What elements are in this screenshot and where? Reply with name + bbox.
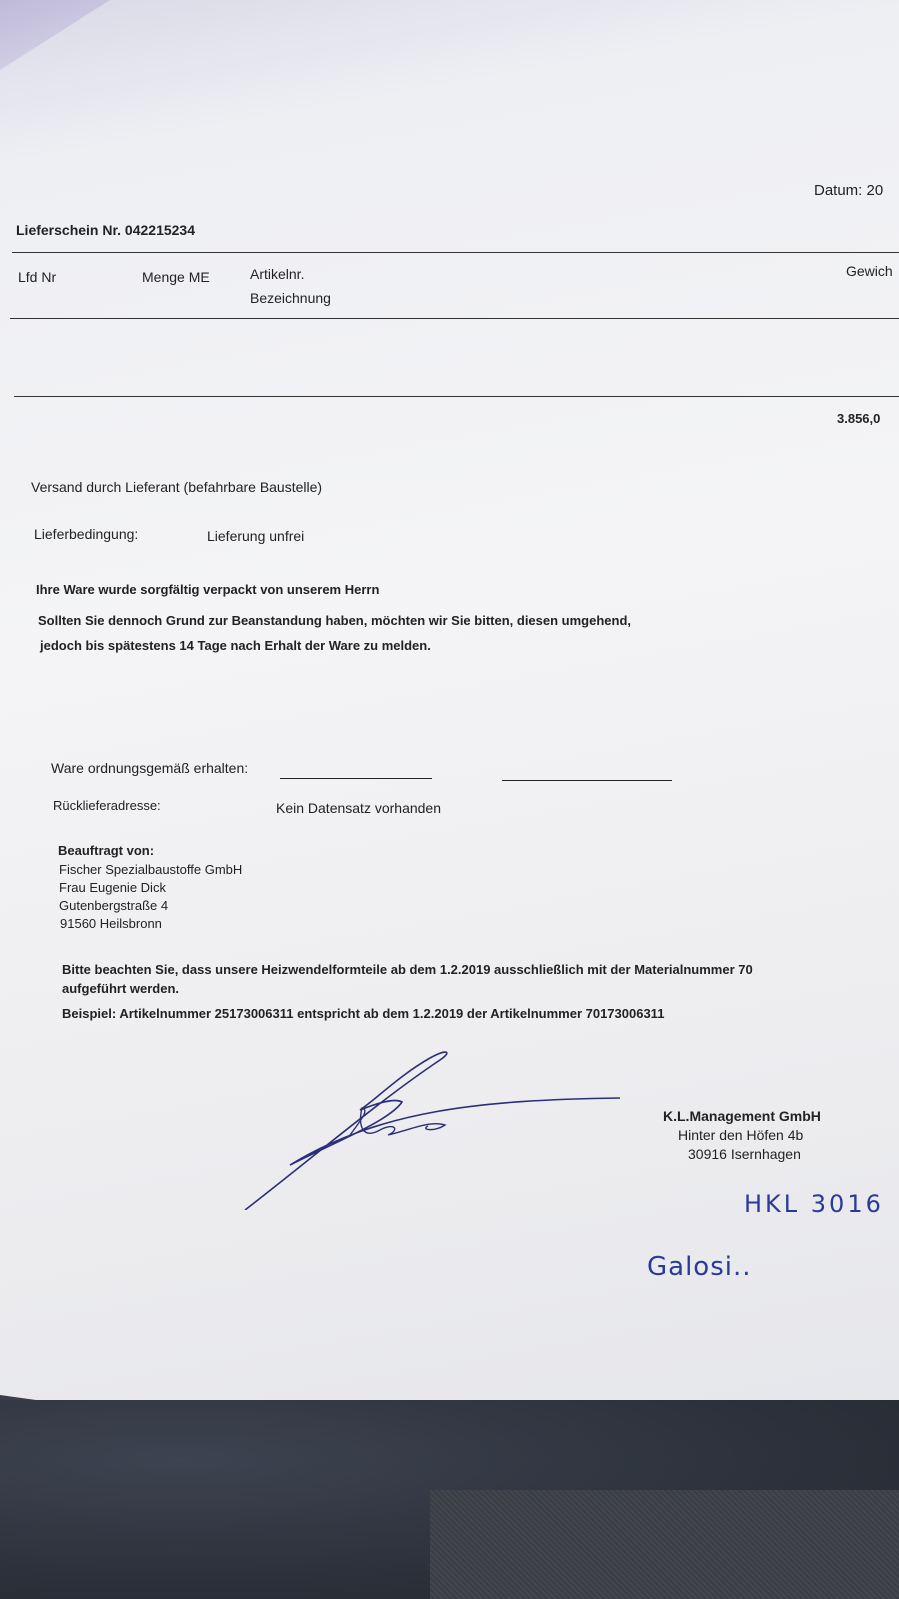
background-fabric-textured (430, 1490, 899, 1599)
notice-line-2: Sollten Sie dennoch Grund zur Beanstandung haben, möchten wir Sie bitten, diesen umgehend, (38, 613, 632, 628)
signature-line-2 (502, 780, 672, 781)
ware-erhalten-label: Ware ordnungsgemäß erhalten: (51, 760, 249, 776)
divider-top (12, 252, 899, 253)
signature-scribble (230, 1050, 630, 1210)
notice-line-3: jedoch bis spätestens 14 Tage nach Erhalt der Ware zu melden. (40, 638, 431, 653)
sender-street: Hinter den Höfen 4b (678, 1127, 804, 1143)
versand-text: Versand durch Lieferant (befahrbare Baustelle) (31, 479, 323, 495)
beauftragt-label: Beauftragt von: (58, 843, 155, 858)
beauftragt-company: Fischer Spezialbaustoffe GmbH (59, 862, 243, 877)
datum-label: Datum: 20 (814, 182, 884, 199)
handwritten-note-1: HKL 3016 (744, 1190, 884, 1218)
handwritten-note-2: Galosi.. (647, 1252, 752, 1282)
total-weight: 3.856,0 (837, 411, 881, 426)
beauftragt-city: 91560 Heilsbronn (60, 916, 162, 931)
column-menge: Menge ME (142, 269, 210, 285)
ruecklieferadresse-value: Kein Datensatz vorhanden (276, 800, 441, 816)
beauftragt-street: Gutenbergstraße 4 (59, 898, 169, 913)
sender-city: 30916 Isernhagen (688, 1146, 801, 1162)
sender-company: K.L.Management GmbH (663, 1108, 821, 1124)
lieferschein-number: Lieferschein Nr. 042215234 (16, 222, 196, 238)
lieferbedingung-value: Lieferung unfrei (207, 528, 305, 544)
ruecklieferadresse-label: Rücklieferadresse: (53, 798, 161, 813)
divider-body (14, 396, 899, 397)
divider-header (10, 318, 899, 319)
column-bezeichnung: Bezeichnung (250, 290, 331, 306)
column-gewicht: Gewich (846, 263, 893, 279)
lieferbedingung-label: Lieferbedingung: (34, 526, 139, 542)
signature-line-1 (280, 778, 432, 779)
hint-line-1: Bitte beachten Sie, dass unsere Heizwendelformteile ab dem 1.2.2019 ausschließlich mit der Materialnummer 70 (62, 962, 753, 977)
hint-line-2: aufgeführt werden. (62, 981, 180, 996)
notice-line-1: Ihre Ware wurde sorgfältig verpackt von unserem Herrn (36, 582, 380, 597)
column-lfd-nr: Lfd Nr (18, 269, 57, 285)
hint-line-3: Beispiel: Artikelnummer 25173006311 entspricht ab dem 1.2.2019 der Artikelnummer 70173006311 (62, 1006, 665, 1021)
beauftragt-person: Frau Eugenie Dick (59, 880, 166, 895)
column-artikelnr: Artikelnr. (250, 266, 305, 282)
